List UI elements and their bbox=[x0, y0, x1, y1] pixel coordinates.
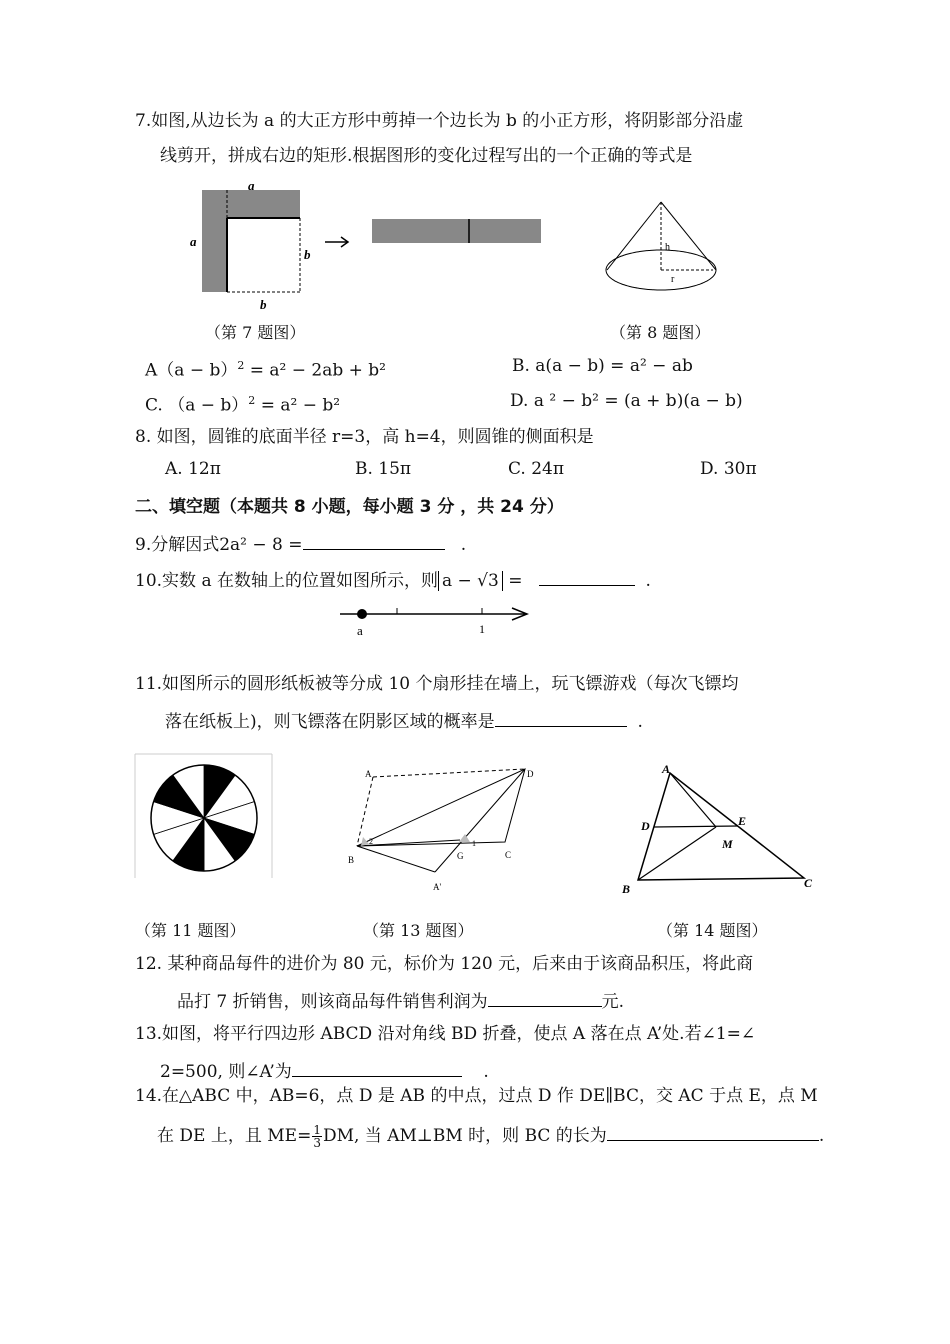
q13-line1: 13.如图，将平行四边形 ABCD 沿对角线 BD 折叠，使点 A 落在点 A’处.若∠1=∠ bbox=[135, 1024, 756, 1044]
q7-line2: 线剪开，拼成右边的矩形.根据图形的变化过程写出的一个正确的等式是 bbox=[160, 146, 693, 166]
q10-label-one: 1 bbox=[479, 622, 485, 636]
q11-line1: 11.如图所示的圆形纸板被等分成 10 个扇形挂在墙上，玩飞镖游戏（每次飞镖均 bbox=[135, 674, 739, 694]
fig14-label-D: D bbox=[641, 819, 650, 833]
q10-answer-blank bbox=[539, 567, 635, 586]
q8-option-c: C. 24π bbox=[508, 459, 565, 479]
fig7-rectangle bbox=[372, 219, 542, 244]
q14-answer-blank bbox=[607, 1122, 819, 1141]
fig13-label-C: C bbox=[505, 850, 512, 860]
q11-line2: 落在纸板上)，则飞镖落在阴影区域的概率是 . bbox=[165, 708, 643, 733]
q12-answer-blank bbox=[488, 988, 602, 1007]
fig8-cone bbox=[605, 198, 720, 298]
q7-option-a: $A(a - b)^2 = a^2 - 2ab + b^2$ bbox=[145, 359, 386, 381]
fig8-label-r: r bbox=[671, 274, 675, 285]
q7-option-b: B. a(a − b) = a² − ab bbox=[512, 356, 693, 376]
fig11-caption: （第 11 题图） bbox=[135, 921, 246, 940]
q14-line2: 在 DE 上，且 ME= $\frac{1}{3}$ DM, 当 AM⊥BM 时，则 BC 的长为 . bbox=[157, 1123, 825, 1150]
q9-answer-blank bbox=[303, 531, 445, 550]
arrow-icon bbox=[325, 236, 353, 248]
fig7-label-b-bottom: b bbox=[260, 297, 267, 312]
fig14-label-E: E bbox=[738, 814, 747, 828]
fig7-caption: （第 7 题图） bbox=[205, 323, 306, 342]
q9-text: 9.分解因式2a² − 8 = . bbox=[135, 531, 466, 556]
q12-line1: 12. 某种商品每件的进价为 80 元，标价为 120 元，后来由于该商品积压，将此商 bbox=[135, 954, 754, 974]
q7-line1: 7.如图,从边长为 a 的大正方形中剪掉一个边长为 b 的小正方形，将阴影部分沿虚 bbox=[135, 111, 744, 131]
q10-number-line bbox=[340, 604, 535, 639]
fig14-caption: （第 14 题图） bbox=[657, 921, 768, 940]
q14-fraction: $\frac{1}{3}$ bbox=[313, 1123, 321, 1150]
q13-answer-blank bbox=[292, 1058, 462, 1077]
q10-label-a: a bbox=[357, 623, 363, 638]
fig13-label-A: A bbox=[365, 769, 372, 779]
fig14-triangle bbox=[618, 758, 818, 898]
q11-answer-blank bbox=[495, 708, 627, 727]
fig14-label-B: B bbox=[622, 882, 631, 896]
fig7-label-a-top: a bbox=[248, 178, 255, 193]
q12-line2: 品打 7 折销售，则该商品每件销售利润为 元. bbox=[177, 988, 624, 1013]
q8-option-d: D. 30π bbox=[700, 459, 757, 479]
fig8-caption: （第 8 题图） bbox=[610, 323, 711, 342]
fig11-dartboard bbox=[135, 754, 275, 880]
fig13-label-B: B bbox=[348, 855, 355, 865]
fig13-label-G: G bbox=[457, 851, 464, 861]
q14-line1: 14.在△ABC 中，AB=6，点 D 是 AB 的中点，过点 D 作 DE∥BC，交 AC 于点 E，点 M bbox=[135, 1086, 818, 1106]
section-heading: 二、填空题（本题共 8 小题，每小题 3 分 ，共 24 分） bbox=[135, 497, 564, 517]
fig13-label-2: 2 bbox=[369, 837, 373, 846]
fig14-label-M: M bbox=[722, 837, 733, 851]
q8-option-a: A. 12π bbox=[165, 459, 221, 479]
q7-option-c: C. $(a - b)^2 = a^2 - b^2$ bbox=[145, 394, 341, 416]
fig7-label-a-left: a bbox=[190, 234, 197, 249]
q8-option-b: B. 15π bbox=[355, 459, 412, 479]
q13-line2: 2=500, 则∠A’为 . bbox=[160, 1058, 489, 1083]
q8-text: 8. 如图，圆锥的底面半径 r=3，高 h=4，则圆锥的侧面积是 bbox=[135, 427, 594, 447]
fig13-label-Ap: A' bbox=[433, 882, 442, 892]
fig14-label-C: C bbox=[804, 876, 813, 890]
fig13-label-1: 1 bbox=[472, 839, 476, 848]
fig13-caption: （第 13 题图） bbox=[363, 921, 474, 940]
fig8-label-h: h bbox=[665, 242, 670, 253]
fig7-label-b-right: b bbox=[304, 247, 311, 262]
q7-option-d: D. a ² − b² = (a + b)(a − b) bbox=[510, 391, 743, 411]
q10-text: 10.实数 a 在数轴上的位置如图所示，则 a − √3 = . bbox=[135, 567, 651, 592]
fig14-label-A: A bbox=[662, 762, 671, 776]
fig13-label-D: D bbox=[527, 769, 534, 779]
fig13-diagram bbox=[345, 762, 540, 902]
